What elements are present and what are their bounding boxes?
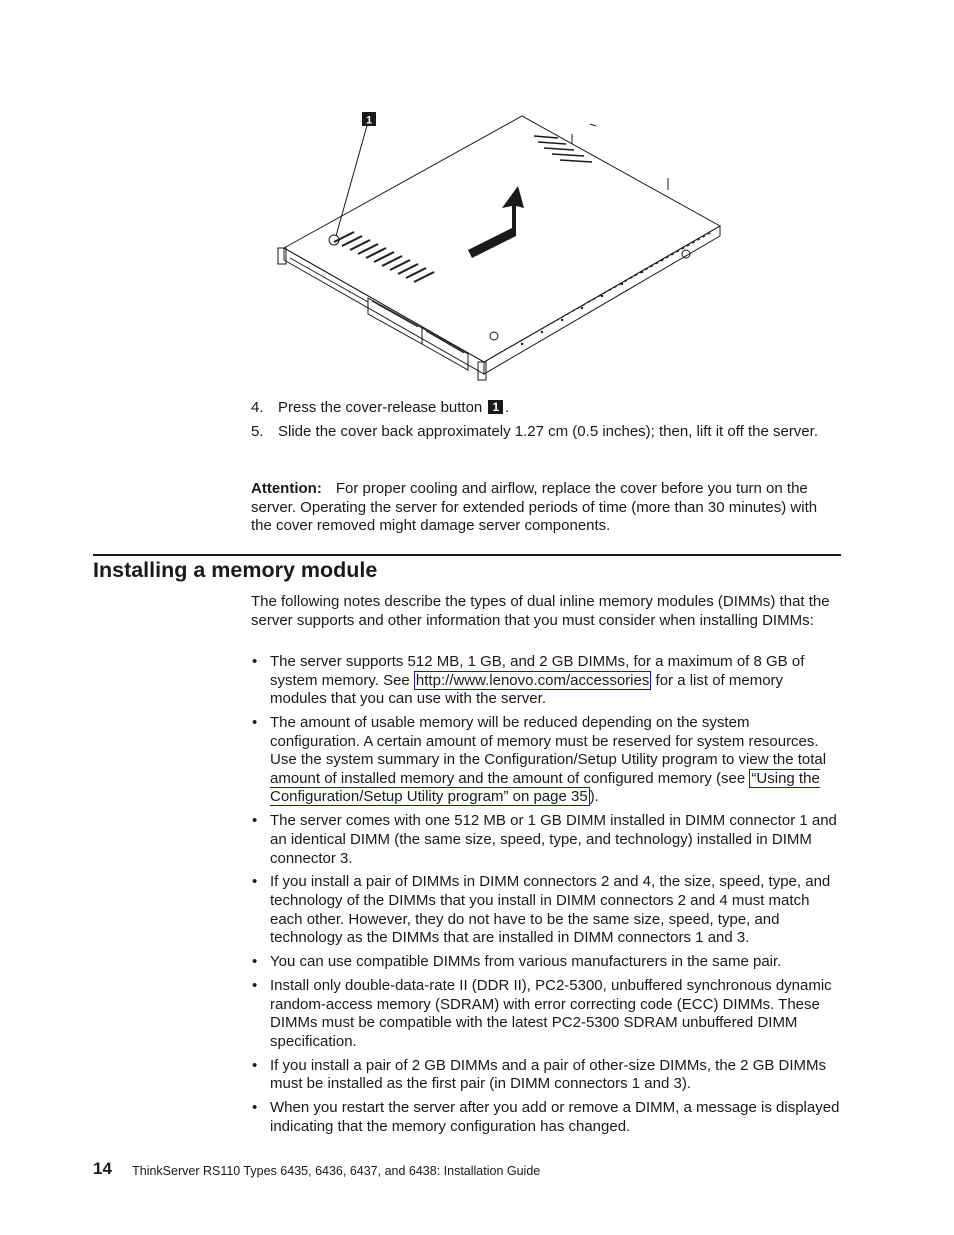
bullet-marker: • xyxy=(252,953,258,971)
list-item xyxy=(251,653,841,709)
footer-title: ThinkServer RS110 Types 6435, 6436, 6437, and 6438: Installation Guide xyxy=(132,1164,541,1178)
server-illustration xyxy=(272,108,742,390)
bullet-marker: • xyxy=(252,653,258,670)
list-item-text-end: for a list of memory modules that you can use with the server. xyxy=(270,671,784,708)
list-item xyxy=(251,977,841,1051)
list-item xyxy=(251,873,841,947)
server-cover-removal-figure xyxy=(272,108,742,390)
section-title: Installing a memory module xyxy=(93,558,378,582)
attention-text: For proper cooling and airflow, replace the cover before you turn on the server. Operating the server for extended periods of time (more than 30 minutes) with the cover removed might damage server components. xyxy=(251,480,818,535)
section-intro: The following notes describe the types of dual inline memory modules (DIMMs) that the server supports and other information that you must consider when installing DIMMs: xyxy=(251,593,830,629)
list-item xyxy=(251,1057,841,1094)
figure-callout-label: 1 xyxy=(365,114,373,127)
bullet-marker: • xyxy=(252,976,258,994)
attention-label: Attention: xyxy=(251,480,322,497)
list-item-text: Install only double-data-rate II (DDR II), PC2-5300, unbuffered synchronous dynamic random-access memory (SDRAM) with error correcting code (ECC) DIMMs. These DIMMs must be compatible with the latest PC2-5300 SDRAM unbuffered DIMM specification. xyxy=(270,976,832,1050)
list-item xyxy=(251,1099,841,1136)
list-item-text: When you restart the server after you add or remove a DIMM, a message is displayed indicating that the memory configuration has changed. xyxy=(270,1099,840,1135)
step-number: 4. xyxy=(251,399,264,416)
step-text-end: . xyxy=(505,399,510,416)
accessories-link[interactable]: http://www.lenovo.com/accessories xyxy=(415,671,650,689)
setup-utility-link[interactable]: “Using the Configuration/Setup Utility program” on page 35 xyxy=(270,769,820,806)
bullet-marker: • xyxy=(252,873,258,891)
procedure-steps xyxy=(251,399,841,446)
bullet-marker: • xyxy=(252,1056,258,1074)
list-item xyxy=(251,714,841,807)
step-text: Slide the cover back approximately 1.27 cm (0.5 inches); then, lift it off the server. xyxy=(278,422,818,440)
list-item-text: The server supports 512 MB, 1 GB, and 2 GB DIMMs, for a maximum of 8 GB of system memory. See xyxy=(270,653,805,689)
callout-badge: 1 xyxy=(488,400,503,414)
step-text: Press the cover-release button xyxy=(278,399,483,416)
page-number: 14 xyxy=(93,1159,112,1178)
list-item-text: You can use compatible DIMMs from various manufacturers in the same pair. xyxy=(270,953,782,971)
page-footer xyxy=(93,1160,540,1181)
list-item xyxy=(251,953,841,972)
list-item-text: If you install a pair of 2 GB DIMMs and a pair of other-size DIMMs, the 2 GB DIMMs must be installed as the first pair (in DIMM connectors 1 and 3). xyxy=(270,1056,827,1093)
bullet-marker: • xyxy=(252,1099,258,1117)
list-item-text-end: ). xyxy=(589,788,599,806)
bullet-marker: • xyxy=(252,714,258,732)
list-item-text: The amount of usable memory will be reduced depending on the system configuration. A certain amount of memory must be reserved for system resources. Use the system summary in the Configuration/Setup Utility program to view the total amount of installed memory and the amount of configured memory (see xyxy=(270,714,827,787)
step-number: 5. xyxy=(251,422,264,440)
attention-note xyxy=(251,480,841,536)
bullet-marker: • xyxy=(252,812,258,830)
list-item-text: If you install a pair of DIMMs in DIMM connectors 2 and 4, the size, speed, type, and technology of the DIMMs that you install in DIMM connectors 2 and 4 must match each other. However, they do not have to be the same size, speed, type, and technology as the DIMMs that are installed in DIMM connectors 1 and 3. xyxy=(270,873,831,947)
list-item xyxy=(251,812,841,868)
memory-notes-list xyxy=(251,653,841,1142)
step-5 xyxy=(251,423,841,442)
step-4 xyxy=(251,399,841,418)
list-item-text: The server comes with one 512 MB or 1 GB DIMM installed in DIMM connector 1 and an identical DIMM (the same size, speed, type, and technology) installed in DIMM connector 3. xyxy=(270,812,837,867)
